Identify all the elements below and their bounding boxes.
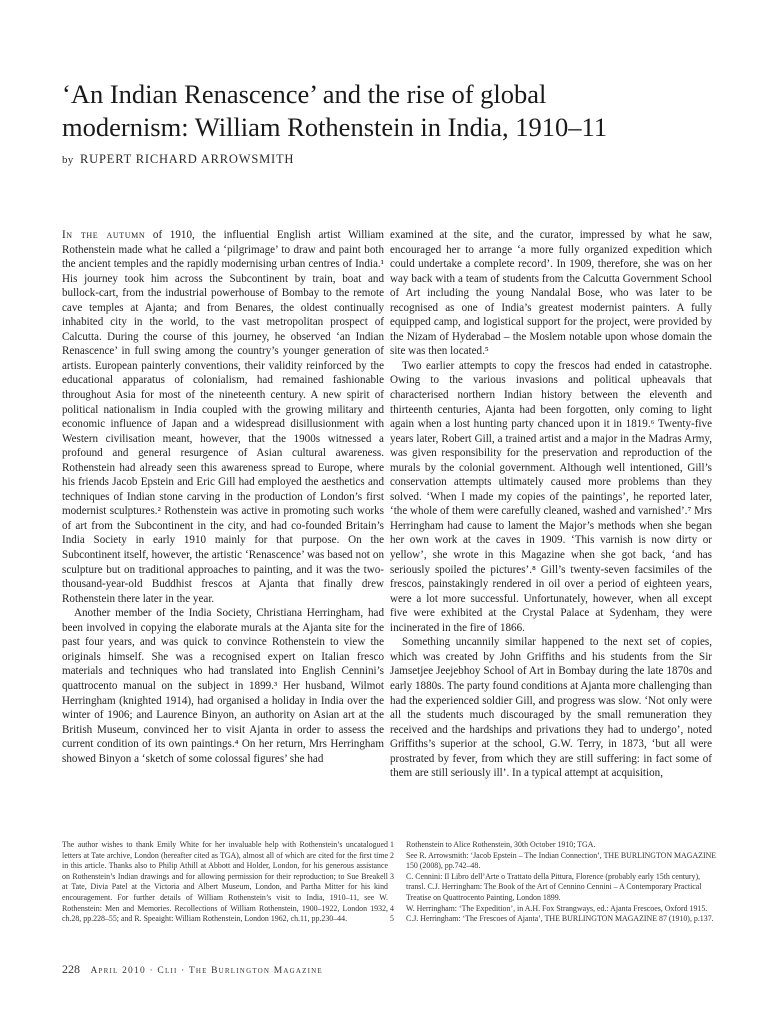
footnotes <box>390 840 720 925</box>
body-paragraph <box>62 228 384 606</box>
title-line-1: ‘An Indian Renascence’ and the rise of global <box>62 79 547 109</box>
footnote <box>390 840 720 851</box>
footnote-number: 3 <box>390 871 394 881</box>
body-paragraph: examined at the site, and the curator, impressed by what he saw, encouraged her to arrange ‘a more fully organized expedition which could undertake a complete record’. In 1909, therefore, she was on her way back with a team of students from the Calcutta Government School of Art including the young Nandalal Bose, who was later to be recognised as one of India’s greatest modernist painters. A fully equipped camp, and logistical support for the project, were provided by the Nizam of Hyderabad – the Moslem notable upon whose domain the site was then located.⁵ <box>390 229 712 358</box>
body-paragraph: Something uncannily similar happened to the next set of copies, which was created by John Griffiths and his students from the Sir Jamsetjee Jeejebhoy School of Art in Bombay during the late 1870s and early 1880s. The party found conditions at Ajanta more challenging than had the experienced soldier Gill, and progress was slow. ‘Not only were all the students much discouraged by the small remuneration they received and the hardships and privations they had to undergo’, noted Griffiths’s superior at the school, G.W. Terry, in 1873, ‘but all were prostrated by fever, from which they are still suffering: in fact some of them are still seriously ill’. In a typical attempt at acquisition, <box>390 636 712 780</box>
author-name: RUPERT RICHARD ARROWSMITH <box>80 152 295 166</box>
running-head: April 2010 · Clii · The Burlington Magazine <box>90 966 323 976</box>
lead-in: In the autumn <box>62 229 146 241</box>
footnote-text: See R. Arrowsmith: ‘Jacob Epstein – The Indian Connection’, THE BURLINGTON MAGAZINE 150 (2008), pp.742–48. <box>406 850 717 871</box>
footnote <box>390 872 720 904</box>
page-footer <box>62 962 323 977</box>
footnote <box>390 904 720 915</box>
body-column-left <box>62 228 384 766</box>
byline-prefix: by <box>62 154 74 166</box>
footnote-text: Rothenstein to Alice Rothenstein, 30th October 1910; TGA. <box>406 840 596 849</box>
footnote-text: C. Cennini: Il Libro dell’Arte o Trattato della Pittura, Florence (probably early 15th century), transl. C.J. Herringham: The Book of the Art of Cennino Cennini – A Contemporary Practical Treatise on Quattrocento Painting, London 1899. <box>406 871 702 902</box>
footnote-number: 2 <box>390 850 394 860</box>
acknowledgement-note: The author wishes to thank Emily White for her invaluable help with Rothenstein’s uncatalogued letters at Tate archive, London (hereafter cited as TGA), almost all of which are cited for the first time in this article. Thanks also to Philip Athill at Abbott and Holder, London, for his generous assistance on Rothenstein’s Indian drawings and for allowing permission for their reproduction; to Sue Breakell at Tate, Divia Patel at the Victoria and Albert Museum, London, and Partha Mitter for his kind encouragement. For further details of William Rothenstein’s visit to India, 1910–11, see W. Rothenstein: Men and Memories. Recollections of William Rothenstein, 1900–1922, London 1932, ch.28, pp.228–55; and R. Speaight: William Rothenstein, London 1962, ch.11, pp.230–44. <box>62 840 388 924</box>
footnote-text: C.J. Herringham: ‘The Frescoes of Ajanta’, THE BURLINGTON MAGAZINE 87 (1910), p.137. <box>406 914 714 924</box>
body-paragraph: Two earlier attempts to copy the frescos had ended in catastrophe. Owing to the various invasions and political upheavals that characterised northern Indian history between the eleventh and thirteenth centuries, Ajanta had been forgotten, only coming to light again when a lost hunting party chanced upon it in 1819.⁶ Twenty-five years later, Robert Gill, a trained artist and a major in the Madras Army, was given responsibility for the preservation and reproduction of the murals by the colonial government. Although well intentioned, Gill’s conservation attempts ultimately caused more problems than they solved. ‘When I made my copies of the paintings’, he reported later, ‘the whole of them were carefully cleaned, washed and varnished’.⁷ Mrs Herringham had cause to lament the Major’s methods when she began her own work at the caves in 1909. ‘This varnish is now dirty or yellow’, she wrote in this Magazine when she got back, ‘and has seriously spoiled the pictures’.⁸ Gill’s twenty-seven facsimiles of the frescos, painstakingly rendered in oil over a period of eighteen years, were a lot more successful. Unfortunately, however, when all except five were exhibited at the Crystal Palace at Sydenham, they were incinerated in the fire of 1866. <box>390 359 712 634</box>
body-paragraph: Another member of the India Society, Christiana Herringham, had been involved in copying the elaborate murals at the Ajanta site for the past four years, and was quick to convince Rothenstein to view the originals himself. She was a recognised expert on Italian fresco materials and techniques who had translated into English Cennini’s quattrocento manual on the subject in 1899.³ Her husband, Wilmot Herringham (knighted 1914), had organised a holiday in India over the winter of 1906; and Laurence Binyon, an authority on Asian art at the British Museum, convinced her to visit Ajanta in order to assess the current condition of its own paintings.⁴ On her return, Mrs Herringham showed Binyon a ‘sketch of some colossal figures’ she had <box>62 607 384 765</box>
footnote <box>390 851 720 872</box>
paragraph-text: of 1910, the influential English artist William Rothenstein made what he called a ‘pilgrimage’ to draw and paint both the ancient temples and the rapidly modernising urban centres of India.¹ His journey took him across the Subcontinent by train, boat and bullock-cart, from the industrial powerhouse of Bombay to the remote cave temples at Ajanta; and from Benares, the oldest continually inhabited city in the world, to the vast metropolitan prospect of Calcutta. During the course of this journey, he observed ‘an Indian Renascence’ in full swing among the country’s younger generation of artists. European painterly conventions, their validity reinforced by the educational apparatus of colonialism, had remained fashionable throughout Asia for most of the nineteenth century. A new spirit of political nationalism in India coupled with the growing military and economic influence of Japan and a widespread disillusionment with Western civilisation meant, however, that the 1900s witnessed a profound and general resurgence of Asian cultural awareness. Rothenstein had already seen this awareness spread to Europe, where his friends Jacob Epstein and Eric Gill had employed the aesthetics and techniques of Indian stone carving in the production of London’s first modernist sculptures.² Rothenstein was active in promoting such works of art from the Subcontinent in the city, and had co-founded Britain’s India Society in early 1910 mainly for that purpose. On the Subcontinent itself, however, the artistic ‘Renascence’ was based not on sculpture but on traditional approaches to painting, and it was the two-thousand-year-old Buddhist frescos at Ajanta that finally drew Rothenstein there later in the year. <box>62 229 384 605</box>
article-title <box>62 78 712 144</box>
footnote-text: W. Herringham: ‘The Expedition’, in A.H. Fox Strangways, ed.: Ajanta Frescoes, Oxford 1915. <box>406 903 708 913</box>
page-number: 228 <box>62 962 80 976</box>
body-column-right <box>390 228 712 781</box>
footnote <box>390 914 720 925</box>
byline <box>62 152 294 167</box>
title-line-2: modernism: William Rothenstein in India, 1910–11 <box>62 112 608 142</box>
footnote-number: 5 <box>390 914 394 924</box>
footnote-number: 4 <box>390 903 394 913</box>
footnote-number: 1 <box>390 840 394 849</box>
